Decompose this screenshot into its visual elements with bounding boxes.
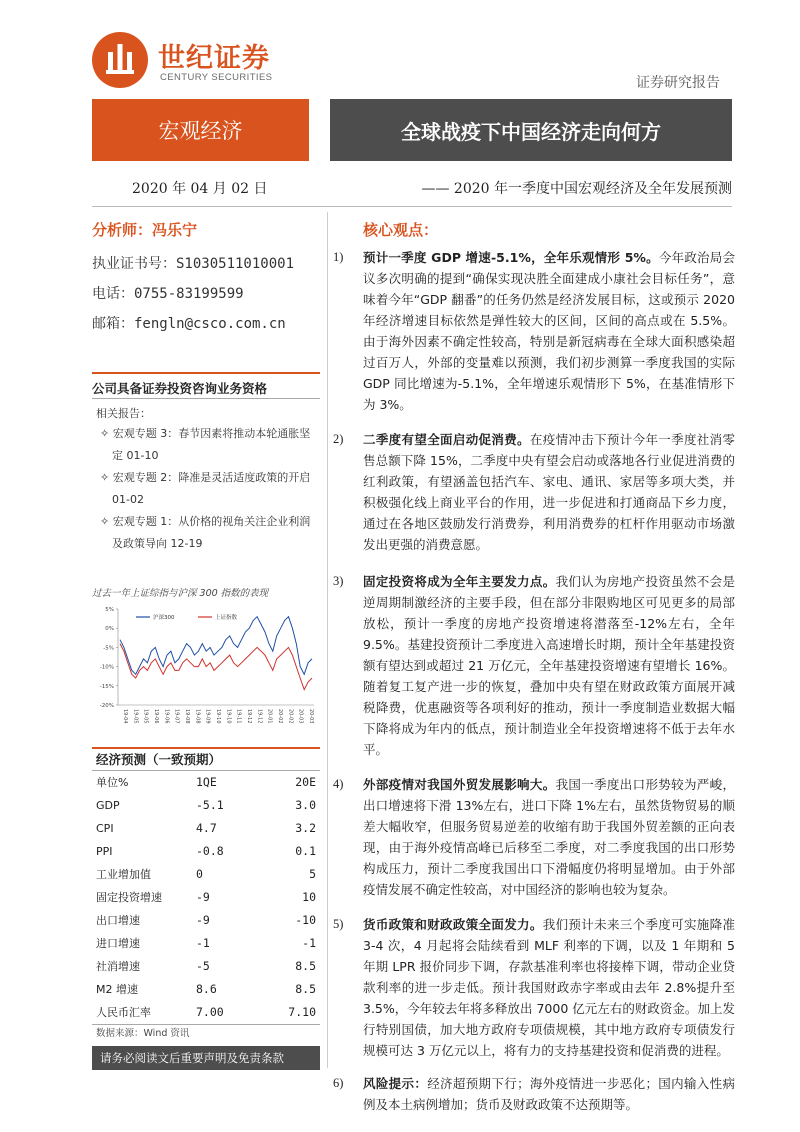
- point-text: [363, 247, 735, 415]
- chart-x-tick-label: 20-03: [308, 709, 314, 724]
- point-text: [363, 429, 735, 555]
- chart-x-tick-label: 19-07: [173, 709, 180, 724]
- forecast-cell: CPI: [96, 822, 114, 835]
- forecast-row: [92, 840, 320, 863]
- chart-legend-label: 沪深300: [153, 615, 175, 621]
- chart-x-tick-label: 19-06: [163, 709, 170, 724]
- forecast-cell: 7.00: [196, 1005, 224, 1019]
- chart-x-tick-label: 20-02: [277, 709, 283, 724]
- point-number: 5): [333, 917, 344, 931]
- data-source-note: 数据来源：Wind 资讯: [92, 1024, 320, 1042]
- forecast-cell: -9: [196, 913, 210, 927]
- point-lead: 固定投资将成为全年主要发力点。: [363, 574, 556, 589]
- point-lead: 货币政策和财政政策全面发力。: [363, 917, 543, 932]
- point-number: 6): [333, 1076, 344, 1090]
- column-divider: [327, 212, 328, 1068]
- chart-x-tick-label: 19-10: [225, 709, 232, 724]
- certificate-number: 执业证书号：S1030511010001: [92, 256, 295, 272]
- category-banner: 宏观经济: [92, 99, 309, 161]
- point-lead: 二季度有望全面启动促消费。: [363, 432, 530, 447]
- point-lead: 外部疫情对我国外贸发展影响大。: [363, 777, 556, 792]
- logo-chinese-name: 世纪证券: [158, 43, 270, 74]
- forecast-cell: 8.6: [196, 982, 217, 996]
- point-text: [363, 1073, 735, 1115]
- chart-x-tick-label: 20-01: [266, 709, 273, 724]
- chart-y-tick-label: -20%: [99, 703, 114, 709]
- forecast-cell: -1: [302, 936, 316, 950]
- chart-y-tick-label: -10%: [99, 664, 114, 671]
- chart-x-tick-label: 19-12: [256, 709, 263, 724]
- forecast-header-cell: 单位%: [96, 776, 129, 789]
- core-point-4: [333, 774, 735, 900]
- header-divider: [92, 206, 732, 207]
- forecast-cell: 固定投资增速: [96, 891, 162, 904]
- forecast-row: [92, 817, 320, 840]
- forecast-cell: GDP: [96, 799, 120, 812]
- point-body: 在疫情冲击下预计今年一季度社消零售总额下降 15%，二季度中央有望会启动或落地各行业促进消费的红利政策，有望涵盖包括汽车、家电、通讯、家居等多项大类，并积极强化线上商业平台的作用，进一步促进和打通商品下乡力度，通过在各地区鼓励发行消费券，利用消费券的杠杆作用驱动市场激发出更强的消费意愿。: [363, 432, 735, 552]
- forecast-row: [92, 932, 320, 955]
- point-number: 1): [333, 250, 344, 264]
- chart-x-tick-label: 19-10: [215, 709, 221, 724]
- logo-mark-icon: [92, 32, 148, 88]
- chart-x-tick-label: 19-05: [132, 709, 139, 724]
- related-report-item[interactable]: ✧ 宏观专题 1：从价格的视角关注企业利润及政策导向 12-19: [100, 515, 311, 550]
- forecast-table: [92, 747, 320, 1042]
- related-reports-title: 相关报告：: [96, 407, 151, 420]
- point-body: 我们认为房地产投资虽然不会是逆周期制激经济的主要手段，但在部分非限购地区可见更多的局部放松，预计一季度的房地产投资增速将潜落至-12%左右，全年 9.5%。基建投资预计二季度进入高速增长时期，预计全年基建投资额有望达到或超过 21 万亿元，全年基建投资增速有望增长 16%。随着复工复产进一步的恢复，叠加中央有望在财政政策方面展开减税降费，优惠融资等各项利好的推动，预计一季度制造业数据大幅下降将成为年内的低点，预计制造业全年投资增速将不低于去年水平。: [363, 574, 735, 757]
- core-point-6: [333, 1073, 735, 1115]
- related-report-item[interactable]: ✧ 宏观专题 2：降准是灵活适度政策的开启 01-02: [100, 471, 311, 506]
- forecast-cell: 5: [309, 867, 316, 881]
- forecast-cell: 8.5: [295, 982, 316, 996]
- point-number: 4): [333, 777, 344, 791]
- sidebar: [92, 212, 320, 1070]
- point-number: 2): [333, 432, 344, 446]
- chart-series-line: [120, 617, 312, 675]
- forecast-row: [92, 909, 320, 932]
- forecast-row: [92, 955, 320, 978]
- forecast-cell: 3.2: [295, 821, 316, 835]
- point-body: 我国一季度出口形势较为严峻，出口增速将下滑 13%左右，进口下降 1%左右，虽然货物贸易的顺差大幅收窄，但服务贸易逆差的收缩有助于我国外贸差额的正向表现，由于海外疫情高峰已后移至二季度，对二季度我国的出口形势构成压力，预计二季度我国出口下滑幅度仍将明显增加。由于外部疫情发展不确定性较高，对中国经济的影响也较为复杂。: [363, 777, 735, 897]
- forecast-cell: -0.8: [196, 844, 224, 858]
- logo-english-name: CENTURY SECURITIES: [160, 72, 273, 83]
- forecast-header-row: [92, 771, 320, 794]
- chart-x-tick-label: 20-03: [297, 709, 304, 724]
- chart-x-tick-label: 19-11: [235, 709, 242, 724]
- forecast-cell: 7.10: [288, 1005, 316, 1019]
- forecast-cell: 4.7: [196, 821, 217, 835]
- forecast-cell: 人民币汇率: [96, 1006, 151, 1019]
- qualification-heading: 公司具备证券投资咨询业务资格: [92, 372, 320, 398]
- forecast-table-title: 经济预测（一致预期）: [92, 749, 320, 771]
- point-number: 3): [333, 574, 344, 588]
- phone-number: 电话：0755-83199599: [92, 286, 244, 302]
- chart-series-line: [120, 644, 312, 690]
- forecast-cell: -10: [295, 913, 316, 927]
- related-reports: [92, 398, 320, 555]
- forecast-cell: 出口增速: [96, 914, 140, 927]
- report-type-label: 证券研究报告: [636, 75, 720, 91]
- company-logo: [92, 32, 292, 92]
- forecast-row: [92, 794, 320, 817]
- forecast-cell: 3.0: [295, 798, 316, 812]
- forecast-header-cell: 20E: [295, 775, 316, 789]
- chart-x-tick-label: 19-05: [142, 709, 149, 724]
- chart-x-tick-label: 20-02: [287, 709, 294, 724]
- point-text: [363, 914, 735, 1061]
- forecast-header-cell: 1QE: [196, 775, 217, 789]
- chart-y-tick-label: 0%: [105, 626, 114, 633]
- chart-x-tick-label: 19-09: [204, 709, 211, 724]
- point-text: [363, 774, 735, 900]
- chart-x-tick-label: 19-12: [246, 709, 252, 724]
- email-address[interactable]: 邮箱：fengln@csco.com.cn: [92, 316, 286, 332]
- index-performance-chart: [92, 601, 320, 743]
- chart-legend-label: 上证指数: [215, 615, 238, 621]
- point-body: 今年政治局会议多次明确的提到“确保实现决胜全面建成小康社会目标任务”，意味着今年“GDP 翻番”的任务仍然是经济发展目标，这或预示 2020 年经济增速目标依然是弹性较大的区间，区间的高点或在 5.5%。由于海外因素不确定性较高，特别是新冠病毒在全球大面积感染超过百万人，外部的变量难以预测，我们初步测算一季度我国的实际 GDP 同比增速为-5.1%，全年增速乐观情形下 5%，在基准情形下为 3%。: [363, 250, 735, 412]
- forecast-cell: -5.1: [196, 798, 224, 812]
- point-text: [363, 571, 735, 760]
- forecast-cell: 工业增加值: [96, 868, 151, 881]
- report-date: 2020 年 04 月 02 日: [132, 181, 268, 197]
- point-body: 经济超预期下行；海外疫情进一步恶化；国内输入性病例及本土病例增加；货币及财政政策不达预期等。: [363, 1076, 735, 1112]
- core-point-1: [333, 247, 735, 415]
- analyst-name: 分析师：冯乐宁: [92, 221, 198, 239]
- forecast-cell: M2 增速: [96, 983, 138, 996]
- core-point-2: [333, 429, 735, 555]
- forecast-cell: -1: [196, 936, 210, 950]
- core-point-5: [333, 914, 735, 1061]
- forecast-cell: -9: [196, 890, 210, 904]
- core-views: [333, 212, 735, 1115]
- chart-y-tick-label: 5%: [105, 607, 114, 613]
- forecast-cell: 8.5: [295, 959, 316, 973]
- forecast-row: [92, 886, 320, 909]
- report-title: 全球战疫下中国经济走向何方: [330, 99, 732, 161]
- chart-y-tick-label: -5%: [103, 645, 114, 652]
- chart-caption: 过去一年上证综指与沪深 300 指数的表现: [92, 588, 269, 599]
- point-lead: 风险提示：: [363, 1076, 428, 1091]
- related-report-item[interactable]: ✧ 宏观专题 3：春节因素将推动本轮通胀坚定 01-10: [100, 427, 311, 462]
- core-views-title: 核心观点：: [363, 221, 439, 239]
- report-subtitle: —— 2020 年一季度中国宏观经济及全年发展预测: [421, 181, 732, 197]
- forecast-row: [92, 978, 320, 1001]
- forecast-cell: 0: [196, 867, 203, 881]
- core-point-3: [333, 571, 735, 760]
- forecast-cell: 0.1: [295, 844, 316, 858]
- chart-x-tick-label: 19-08: [184, 709, 190, 724]
- disclaimer-bar[interactable]: 请务必阅读文后重要声明及免责条款: [92, 1046, 320, 1070]
- forecast-row: [92, 863, 320, 886]
- chart-x-tick-label: 19-08: [194, 709, 201, 724]
- point-lead: 预计一季度 GDP 增速-5.1%，全年乐观情形 5%。: [363, 250, 659, 265]
- forecast-cell: 社消增速: [96, 960, 140, 973]
- point-body: 我们预计未来三个季度可实施降准 3-4 次，4 月起将会陆续看到 MLF 利率的下调，以及 1 年期和 5 年期 LPR 报价同步下调，存款基准利率也将接棒下调，带动企业贷款利率的进一步走低。预计我国财政赤字率或由去年 2.8%提升至 3.5%，今年较去年将多释放出 7000 亿元左右的财政资金。加上发行特别国债，加大地方政府专项债规模，其中地方政府专项债发行规模可达 3 万亿元以上，将有力的支持基建投资和促消费的进程。: [363, 917, 735, 1058]
- chart-x-tick-label: 19-04: [122, 709, 128, 724]
- forecast-cell: PPI: [96, 845, 113, 858]
- chart-x-tick-label: 19-06: [153, 709, 159, 724]
- forecast-cell: -5: [196, 959, 210, 973]
- forecast-row: [92, 1001, 320, 1024]
- forecast-cell: 进口增速: [96, 937, 140, 950]
- forecast-cell: 10: [302, 890, 316, 904]
- chart-y-tick-label: -15%: [99, 683, 114, 690]
- logo-bars-icon: [106, 42, 134, 76]
